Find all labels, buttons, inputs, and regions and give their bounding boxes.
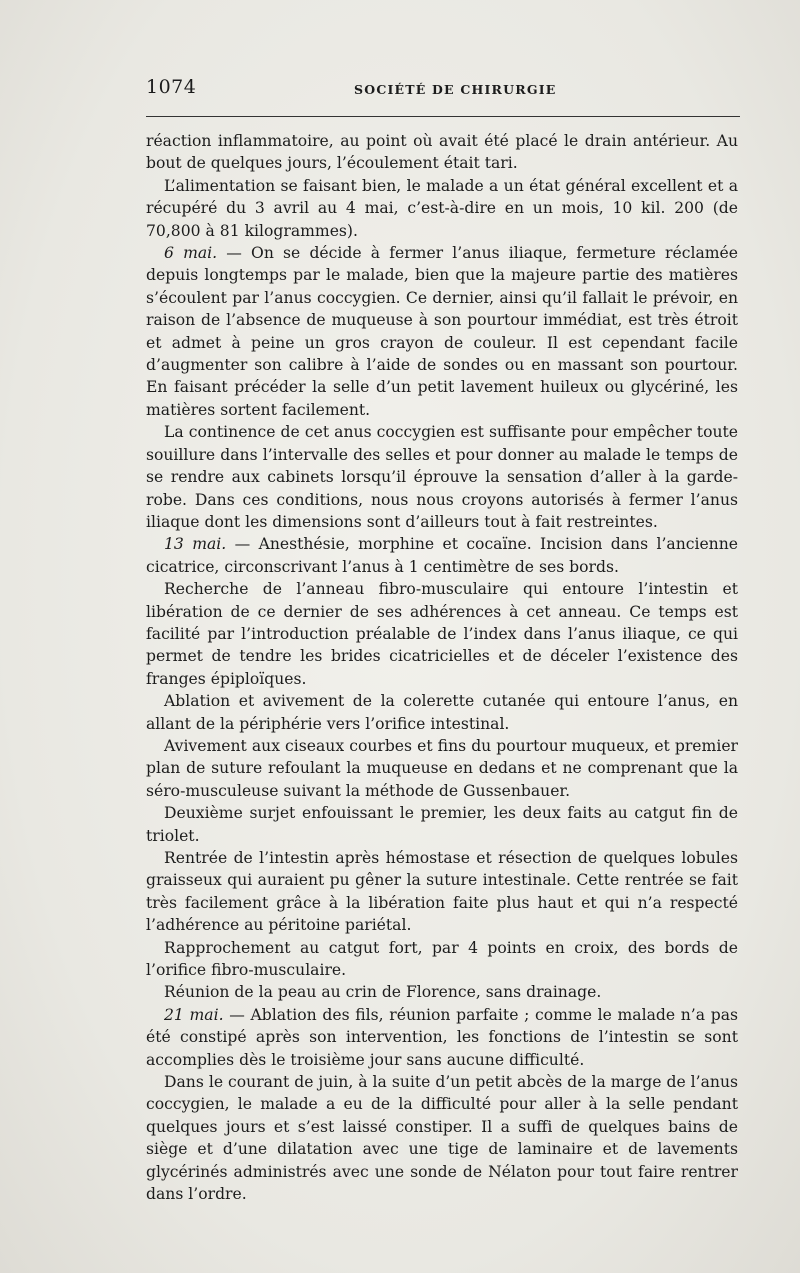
date-label: 6 mai. [164,244,218,263]
paragraph: Ablation et avivement de la colerette cutanée qui entoure l’anus, en allant de la périphérie vers l’orifice intestinal. [146,692,738,733]
paragraph: 13 mai. — Anesthésie, morphine et cocaïne. Incision dans l’ancienne cicatrice, circonscrivant l’anus à 1 centimètre de ses bords. [146,535,739,576]
paragraph: réaction inflammatoire, au point où avait été placé le drain antérieur. Au bout de quelques jours, l’écoulement était tari. [146,132,738,173]
paragraph: Dans le courant de juin, à la suite d’un petit abcès de la marge de l’anus coccygien, le malade a eu de la difficulté pour aller à la selle pendant quelques jours et s’est laissé constiper. Il a suffi de quelques bains de siège et d’une dilatation avec une tige de laminaire et de lavements glycérinés administrés avec une sonde de Nélaton pour tout faire rentrer dans l’ordre. [146,1073,738,1204]
paragraph: Avivement aux ciseaux courbes et fins du pourtour muqueux, et premier plan de suture refoulant la muqueuse en dedans et ne comprenant que la séro-musculeuse suivant la méthode de Gussenbauer. [146,736,738,800]
paragraph: 21 mai. — Ablation des fils, réunion parfaite ; comme le malade n’a pas été constipé après son intervention, les fonctions de l’intestin se sont accomplies dès le troisième jour sans aucune difficulté. [146,1005,738,1069]
page-header [146,72,736,104]
header-rule [146,116,740,117]
paragraph: Deuxième surjet enfouissant le premier, les deux faits au catgut fin de triolet. [146,804,738,845]
page-number: 1074 [146,76,197,98]
date-label: 13 mai. [164,535,227,554]
running-title: SOCIÉTÉ DE CHIRURGIE [354,82,557,97]
paragraph: Rapprochement au catgut fort, par 4 points en croix, des bords de l’orifice fibro-musculaire. [146,938,738,980]
paragraph: Rentrée de l’intestin après hémostase et résection de quelques lobules graisseux qui auraient pu gêner la suture intestinale. Cette rentrée se fait très facilement grâce à la libération faite plus haut et qui n’a respecté l’adhérence au péritoine pariétal. [146,849,738,935]
date-label: 21 mai. [164,1005,224,1024]
paragraph: La continence de cet anus coccygien est suffisante pour empêcher toute souillure dans l’intervalle des selles et pour donner au malade le temps de se rendre aux cabinets lorsqu’il éprouve la sensation d’aller à la garde-robe. Dans ces conditions, nous nous croyons autorisés à fermer l’anus iliaque dont les dimensions sont d’ailleurs tout à fait restreintes. [146,423,738,531]
paragraph: Réunion de la peau au crin de Florence, sans drainage. [164,983,602,1002]
body-text [146,130,738,1206]
paragraph: 6 mai. — On se décide à fermer l’anus iliaque, fermeture réclamée depuis longtemps par le malade, bien que la majeure partie des matières s’écoulent par l’anus coccygien. Ce dernier, ainsi qu’il fallait le prévoir, en raison de l’absence de muqueuse à son pourtour immédiat, est très étroit et admet à peine un gros crayon de couleur. Il est cependant facile d’augmenter son calibre à l’aide de sondes ou en massant son pourtour. En faisant précéder la selle d’un petit lavement huileux ou glycériné, les matières sortent facilement. [146,244,738,419]
paragraph: L’alimentation se faisant bien, le malade a un état général excellent et a récupéré du 3 avril au 4 mai, c’est-à-dire en un mois, 10 kil. 200 (de 70,800 à 81 kilogrammes). [146,176,738,240]
paragraph: Recherche de l’anneau fibro-musculaire qui entoure l’intestin et libération de ce dernier de ses adhérences à cet anneau. Ce temps est facilité par l’introduction préalable de l’index dans l’anus iliaque, ce qui permet de tendre les brides cicatricielles et de déceler l’existence des franges épiploïques. [146,580,738,688]
